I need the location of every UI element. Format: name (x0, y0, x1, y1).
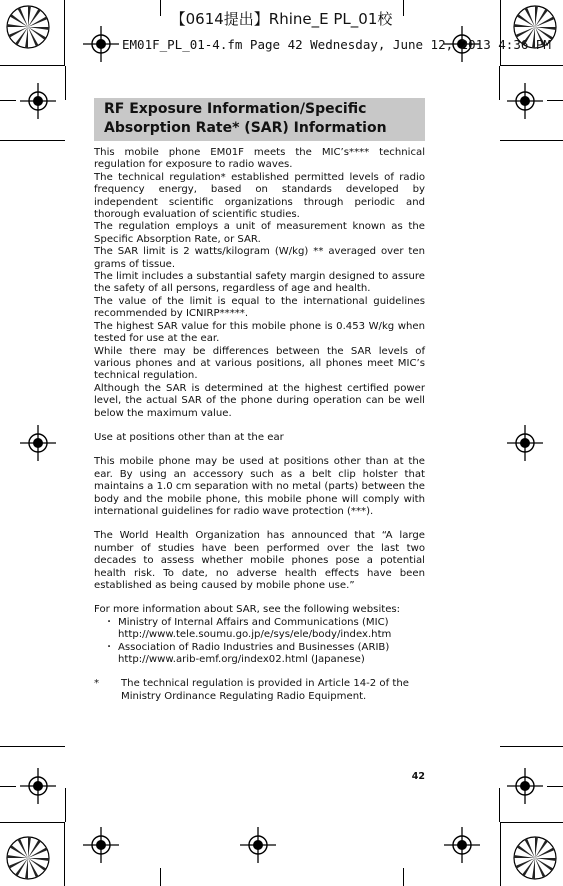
paragraph: This mobile phone EM01F meets the MIC’s**** technical regulation for exposure to radio waves. (94, 147, 425, 171)
site-url: http://www.tele.soumu.go.jp/e/sys/ele/body/index.htm (118, 629, 392, 641)
paragraph: This mobile phone may be used at positions other than at the ear. By using an accessory such as a belt clip holster that maintains a 1.0 cm separation with no metal (parts) between the body and the mobile phone, this mobile phone will comply with international guidelines for radio wave protection (***). (94, 456, 425, 517)
crop-line (500, 140, 563, 141)
crop-line (500, 65, 563, 66)
page-number: 42 (411, 771, 425, 782)
registration-mark-icon (507, 425, 543, 461)
crop-line (0, 100, 16, 101)
crop-line (0, 140, 65, 141)
crop-line (500, 822, 501, 886)
page-content (94, 98, 425, 703)
bullet-marker: ・ (104, 616, 115, 628)
crop-line (160, 868, 161, 886)
paragraph: The World Health Organization has announced that “A large number of studies have been performed over the last two decades to assess whether mobile phones pose a potential health risk. To date, no adverse health effects have been established as being caused by mobile phone use.” (94, 530, 425, 591)
crop-line (0, 786, 16, 787)
star-target-icon (5, 835, 51, 881)
paragraph: The value of the limit is equal to the international guidelines recommended by ICNIRP*****. (94, 295, 425, 320)
footnote-marker: * (94, 678, 100, 690)
paragraph: The highest SAR value for this mobile phone is 0.453 W/kg when tested for use at the ear. (94, 320, 425, 345)
site-name: Association of Radio Industries and Businesses (ARIB) (118, 641, 390, 653)
crop-line (499, 788, 500, 822)
website-list (94, 617, 425, 667)
registration-mark-icon (20, 425, 56, 461)
crop-line (499, 66, 500, 100)
paragraph: While there may be differences between the SAR levels of various phones and at various positions, all phones meet MIC’s technical regulation. (94, 345, 425, 382)
list-item (94, 617, 425, 642)
crop-line (500, 746, 563, 747)
section-heading-line: RF Exposure Information/Specific (104, 101, 367, 117)
registration-mark-icon (20, 83, 56, 119)
footnote-text: The technical regulation is provided in Article 14-2 of the Ministry Ordinance Regulating Radio Equipment. (121, 678, 409, 702)
registration-mark-icon (507, 83, 543, 119)
registration-mark-icon (444, 827, 480, 863)
crop-line (547, 100, 563, 101)
registration-mark-icon (83, 26, 119, 62)
proof-header-title: 【0614提出】Rhine_E PL_01校 (170, 10, 393, 28)
footnote (94, 678, 425, 703)
crop-line (0, 746, 65, 747)
crop-line (0, 822, 65, 823)
list-item (94, 642, 425, 667)
section-heading-line: Absorption Rate* (SAR) Information (104, 120, 387, 136)
section-heading (94, 98, 425, 141)
crop-line (64, 822, 65, 886)
crop-line (500, 822, 563, 823)
bullet-marker: ・ (104, 641, 115, 653)
subheading: Use at positions other than at the ear (94, 431, 284, 443)
crop-line (65, 788, 66, 822)
registration-mark-icon (507, 768, 543, 804)
star-target-icon (512, 835, 558, 881)
paragraph: Although the SAR is determined at the highest certified power level, the actual SAR of the phone during operation can be well below the maximum value. (94, 382, 425, 419)
crop-line (65, 66, 66, 100)
paragraph: The regulation employs a unit of measurement known as the Specific Absorption Rate, or SAR. (94, 221, 425, 245)
crop-line (547, 786, 563, 787)
proof-file-info: EM01F_PL_01-4.fm Page 42 Wednesday, June 12, 2013 4:36 PM (122, 37, 551, 52)
paragraph: The SAR limit is 2 watts/kilogram (W/kg) ** averaged over ten grams of tissue. (94, 246, 425, 270)
registration-mark-icon (83, 827, 119, 863)
crop-line (0, 65, 64, 66)
paragraph: The limit includes a substantial safety margin designed to assure the safety of all persons, regardless of age and health. (94, 271, 425, 295)
paragraph: For more information about SAR, see the following websites: (94, 604, 401, 616)
site-url: http://www.arib-emf.org/index02.html (Japanese) (118, 654, 365, 666)
registration-mark-icon (20, 768, 56, 804)
crop-line (403, 868, 404, 886)
registration-mark-icon (240, 827, 276, 863)
site-name: Ministry of Internal Affairs and Communications (MIC) (118, 616, 389, 628)
paragraph: The technical regulation* established permitted levels of radio frequency energy, based on standards developed by independent scientific organizations through periodic and thorough evaluation of scientific studies. (94, 171, 425, 221)
